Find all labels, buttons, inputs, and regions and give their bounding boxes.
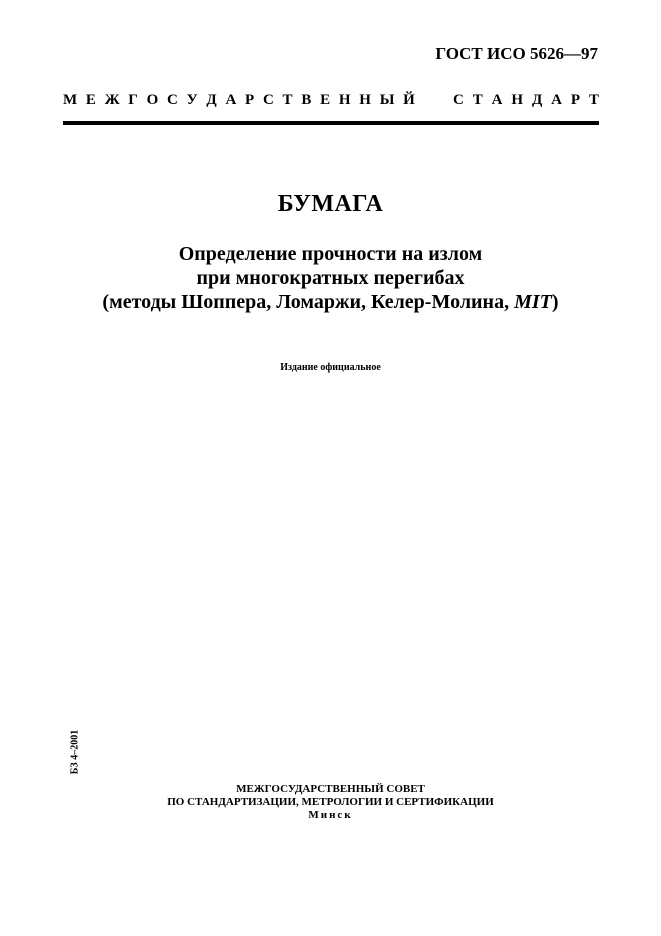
heading-letter: Г: [128, 92, 138, 108]
heading-letter: Е: [85, 92, 96, 108]
document-title: БУМАГА: [277, 191, 384, 217]
heading-letter: Н: [338, 92, 351, 108]
document-subtitle: [0, 242, 661, 314]
subtitle-line-3-italic: MIT: [514, 291, 552, 313]
publisher-line-1: МЕЖГОСУДАРСТВЕННЫЙ СОВЕТ: [236, 783, 425, 795]
heading-letter: Т: [472, 92, 483, 108]
heading-letter: Н: [511, 92, 524, 108]
heading-letter: Д: [531, 92, 543, 108]
heading-letter: Т: [282, 92, 293, 108]
heading-letter: Ж: [104, 92, 120, 108]
standard-type-heading: [63, 92, 599, 109]
heading-letter: Р: [245, 92, 255, 108]
standard-type-word-interstate: [63, 92, 415, 109]
publisher-block: [0, 783, 661, 822]
heading-letter: Ы: [379, 92, 395, 108]
edition-note: Издание официальное: [280, 362, 381, 373]
publisher-line-2: ПО СТАНДАРТИЗАЦИИ, МЕТРОЛОГИИ И СЕРТИФИКАЦИИ: [167, 796, 494, 808]
heading-letter: А: [491, 92, 503, 108]
heading-letter: М: [63, 92, 78, 108]
heading-letter: Й: [403, 92, 415, 108]
heading-letter: А: [225, 92, 237, 108]
subtitle-line-3-suffix: ): [551, 291, 559, 313]
subtitle-line-1: Определение прочности на излом: [178, 243, 483, 265]
standard-type-word-standard: [453, 92, 599, 109]
heading-letter: Д: [206, 92, 217, 108]
heading-letter: Т: [588, 92, 599, 108]
standard-number: ГОСТ ИСО 5626—97: [435, 44, 598, 63]
heading-letter: Н: [359, 92, 371, 108]
subtitle-line-3: [0, 290, 661, 314]
heading-letter: О: [146, 92, 159, 108]
side-code: БЗ 4–2001: [69, 729, 81, 775]
heading-letter: С: [453, 92, 464, 108]
heading-letter: С: [167, 92, 178, 108]
heading-letter: Р: [570, 92, 581, 108]
subtitle-line-2: при многократных перегибах: [196, 267, 465, 289]
subtitle-line-3-text: (методы Шоппера, Ломаржи, Келер-Молина,: [102, 291, 515, 313]
heading-letter: Е: [320, 92, 331, 108]
heading-letter: А: [551, 92, 562, 108]
heading-letter: В: [301, 92, 312, 108]
publisher-city: Минск: [308, 809, 353, 821]
heading-letter: У: [186, 92, 198, 108]
header-rule: [63, 121, 599, 125]
heading-letter: С: [262, 92, 274, 108]
